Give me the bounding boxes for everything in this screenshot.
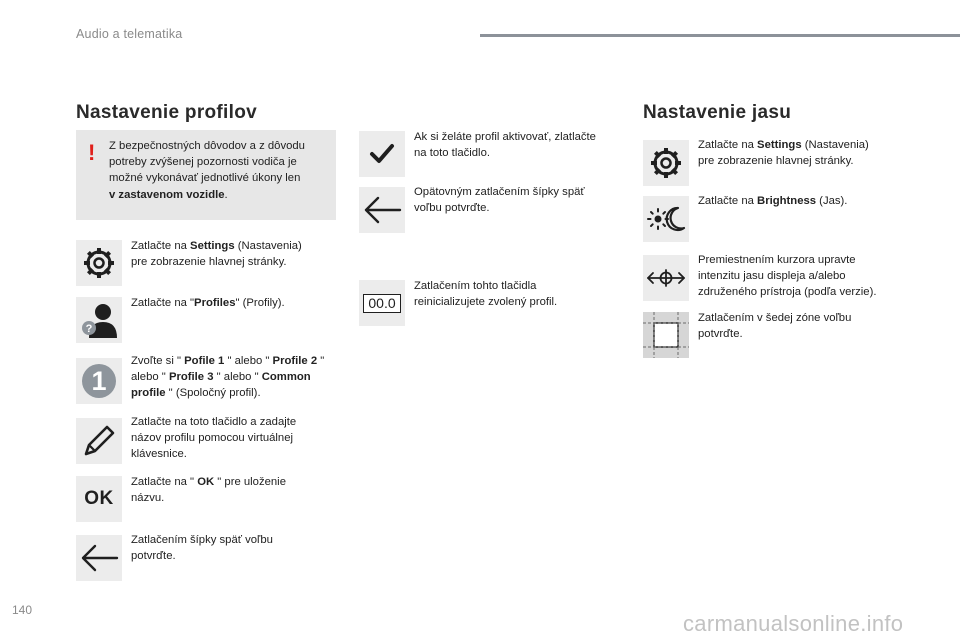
brightness-title: Nastavenie jasu [643, 102, 792, 123]
safety-warning-box [76, 130, 336, 220]
step-settings-text: Zatlačte na Settings (Nastavenia) pre zobrazenie hlavnej stránky. [131, 240, 302, 269]
reset-counter-icon[interactable]: 00.0 [359, 280, 405, 326]
sun-moon-icon[interactable] [643, 196, 689, 242]
step-back-text: Zatlačením šípky späť voľbu potvrďte. [131, 534, 273, 563]
step-grey-zone-text: Zatlačením v šedej zóne voľbu potvrďte. [698, 312, 852, 341]
step-brightness-text: Zatlačte na Brightness (Jas). [698, 195, 848, 207]
step-reset-text: Zatlačením tohto tlačidla reinicializujete zvolený profil. [414, 280, 558, 309]
footer-watermark: carmanualsonline.info [683, 611, 904, 636]
profile-icon[interactable] [76, 297, 122, 343]
ok-icon[interactable]: OK [76, 476, 122, 522]
step-confirm-text: Opätovným zatlačením šípky späť voľbu potvrďte. [414, 186, 585, 215]
svg-text:?: ? [85, 323, 93, 335]
gear-icon[interactable] [643, 140, 689, 186]
profiles-title: Nastavenie profilov [76, 102, 257, 123]
step-activate-text: Ak si želáte profil aktivovať, zlatlačte na toto tlačidlo. [414, 131, 596, 160]
warning-text: Z bezpečnostných dôvodov a z dôvodu potreby zvýšenej pozornosti vodiča je možné vykonávať jednotlivé úkony len v zastavenom vozidle. [109, 140, 305, 201]
grey-zone-icon[interactable] [643, 312, 689, 358]
slider-cursor-icon[interactable] [643, 255, 689, 301]
number-one-icon[interactable]: 1 [76, 358, 122, 404]
header-bar [480, 34, 960, 37]
step-brightness-settings-text: Zatlačte na Settings (Nastavenia) pre zobrazenie hlavnej stránky. [698, 139, 869, 168]
section-header: Audio a telematika [76, 27, 183, 41]
warning-icon: ! [88, 140, 96, 165]
step-pencil-text: Zatlačte na toto tlačidlo a zadajte názov profilu pomocou virtuálnej klávesnice. [131, 416, 297, 461]
step-profiles-text: Zatlačte na "Profiles" (Profily). [131, 297, 285, 309]
step-slider-text: Premiestnením kurzora upravte intenzitu jasu displeja a/alebo združeného prístroja (podľa verzie). [698, 254, 877, 299]
step-choose-profile-text: Zvoľte si " Pofile 1 " alebo " Profile 2 " alebo " Profile 3 " alebo " Common profile " (Spoločný profil). [131, 355, 325, 400]
gear-icon[interactable] [76, 240, 122, 286]
step-ok-text: Zatlačte na " OK " pre uloženie názvu. [131, 476, 286, 505]
page-number: 140 [12, 603, 33, 617]
back-arrow-icon[interactable] [359, 187, 405, 233]
pencil-icon[interactable] [76, 418, 122, 464]
checkmark-icon[interactable] [359, 131, 405, 177]
back-arrow-icon[interactable] [76, 535, 122, 581]
